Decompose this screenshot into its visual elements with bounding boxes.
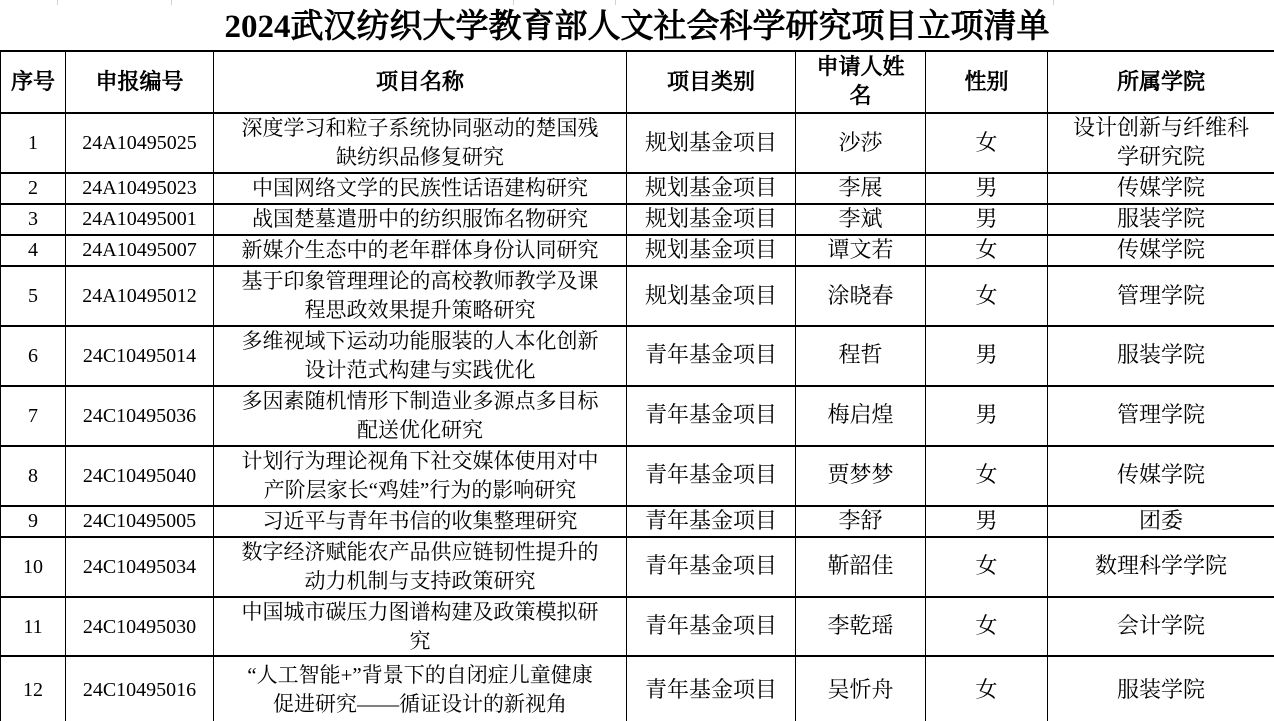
cell-college: 传媒学院	[1048, 235, 1274, 266]
cell-application-code: 24A10495001	[66, 204, 214, 235]
cell-applicant-name: 谭文若	[796, 235, 926, 266]
cell-application-code: 24A10495025	[66, 113, 214, 173]
cell-project-name: 中国城市碳压力图谱构建及政策模拟研究	[214, 597, 627, 657]
table-row	[1, 537, 1274, 597]
cell-project-name: 基于印象管理理论的高校教师教学及课程思政效果提升策略研究	[214, 266, 627, 326]
cell-gender: 女	[926, 266, 1048, 326]
cell-applicant-name: 沙莎	[796, 113, 926, 173]
cell-project-category: 青年基金项目	[627, 386, 796, 446]
cell-gender: 男	[926, 173, 1048, 204]
col-header-category: 项目类别	[627, 51, 796, 113]
cell-project-name: “人工智能+”背景下的自闭症儿童健康促进研究——循证设计的新视角	[214, 656, 627, 721]
header-row	[1, 51, 1274, 113]
cell-serial: 7	[1, 386, 66, 446]
cell-project-category: 规划基金项目	[627, 113, 796, 173]
cell-applicant-name: 李舒	[796, 506, 926, 537]
cell-applicant-name: 靳韶佳	[796, 537, 926, 597]
cell-gender: 女	[926, 113, 1048, 173]
col-header-applicant	[796, 51, 926, 113]
cell-applicant-name: 吴忻舟	[796, 656, 926, 721]
cell-college: 设计创新与纤维科学研究院	[1048, 113, 1274, 173]
table-row	[1, 656, 1274, 721]
cell-college: 服装学院	[1048, 656, 1274, 721]
cell-project-name: 多维视域下运动功能服装的人本化创新设计范式构建与实践优化	[214, 326, 627, 386]
cell-gender: 女	[926, 656, 1048, 721]
cell-serial: 5	[1, 266, 66, 326]
top-gridline-strip	[0, 0, 1274, 5]
cell-application-code: 24C10495034	[66, 537, 214, 597]
cell-project-category: 青年基金项目	[627, 326, 796, 386]
projects-table-body	[1, 113, 1274, 721]
cell-project-category: 规划基金项目	[627, 204, 796, 235]
cell-applicant-name: 贾梦梦	[796, 446, 926, 506]
cell-application-code: 24A10495012	[66, 266, 214, 326]
cell-application-code: 24C10495040	[66, 446, 214, 506]
cell-serial: 1	[1, 113, 66, 173]
cell-application-code: 24C10495036	[66, 386, 214, 446]
cell-project-category: 青年基金项目	[627, 597, 796, 657]
cell-serial: 9	[1, 506, 66, 537]
table-row	[1, 266, 1274, 326]
cell-application-code: 24C10495005	[66, 506, 214, 537]
cell-applicant-name: 涂晓春	[796, 266, 926, 326]
cell-college: 管理学院	[1048, 386, 1274, 446]
cell-project-name: 计划行为理论视角下社交媒体使用对中产阶层家长“鸡娃”行为的影响研究	[214, 446, 627, 506]
cell-project-name: 习近平与青年书信的收集整理研究	[214, 506, 627, 537]
cell-college: 服装学院	[1048, 204, 1274, 235]
cell-project-category: 规划基金项目	[627, 173, 796, 204]
gridline-stub	[1053, 0, 1054, 5]
cell-project-category: 规划基金项目	[627, 266, 796, 326]
cell-applicant-name: 李斌	[796, 204, 926, 235]
cell-project-category: 规划基金项目	[627, 235, 796, 266]
cell-gender: 男	[926, 386, 1048, 446]
cell-gender: 男	[926, 326, 1048, 386]
gridline-stub	[171, 0, 172, 5]
cell-college: 传媒学院	[1048, 173, 1274, 204]
cell-application-code: 24A10495007	[66, 235, 214, 266]
cell-project-category: 青年基金项目	[627, 656, 796, 721]
cell-gender: 男	[926, 204, 1048, 235]
cell-gender: 女	[926, 597, 1048, 657]
cell-application-code: 24C10495016	[66, 656, 214, 721]
cell-project-category: 青年基金项目	[627, 506, 796, 537]
cell-application-code: 24C10495014	[66, 326, 214, 386]
cell-project-name: 深度学习和粒子系统协同驱动的楚国残缺纺织品修复研究	[214, 113, 627, 173]
table-row	[1, 597, 1274, 657]
table-row	[1, 326, 1274, 386]
cell-college: 数理科学学院	[1048, 537, 1274, 597]
cell-applicant-name: 李乾瑶	[796, 597, 926, 657]
table-row	[1, 386, 1274, 446]
cell-serial: 11	[1, 597, 66, 657]
cell-serial: 10	[1, 537, 66, 597]
cell-college: 传媒学院	[1048, 446, 1274, 506]
cell-serial: 6	[1, 326, 66, 386]
cell-applicant-name: 梅启煌	[796, 386, 926, 446]
cell-project-category: 青年基金项目	[627, 446, 796, 506]
cell-college: 团委	[1048, 506, 1274, 537]
cell-serial: 8	[1, 446, 66, 506]
gridline-stub	[57, 0, 58, 5]
gridline-stub	[513, 0, 514, 5]
cell-serial: 3	[1, 204, 66, 235]
cell-applicant-name: 程哲	[796, 326, 926, 386]
cell-serial: 4	[1, 235, 66, 266]
cell-project-category: 青年基金项目	[627, 537, 796, 597]
cell-project-name: 中国网络文学的民族性话语建构研究	[214, 173, 627, 204]
table-row	[1, 506, 1274, 537]
page-title: 2024武汉纺织大学教育部人文社会科学研究项目立项清单	[224, 9, 1050, 45]
cell-college: 管理学院	[1048, 266, 1274, 326]
cell-serial: 12	[1, 656, 66, 721]
col-header-gender: 性别	[926, 51, 1048, 113]
table-row	[1, 204, 1274, 235]
table-row	[1, 446, 1274, 506]
cell-project-name: 数字经济赋能农产品供应链韧性提升的动力机制与支持政策研究	[214, 537, 627, 597]
cell-project-name: 多因素随机情形下制造业多源点多目标配送优化研究	[214, 386, 627, 446]
cell-project-name: 战国楚墓遣册中的纺织服饰名物研究	[214, 204, 627, 235]
cell-college: 会计学院	[1048, 597, 1274, 657]
cell-serial: 2	[1, 173, 66, 204]
cell-gender: 女	[926, 235, 1048, 266]
col-header-serial: 序号	[1, 51, 66, 113]
cell-college: 服装学院	[1048, 326, 1274, 386]
cell-project-name: 新媒介生态中的老年群体身份认同研究	[214, 235, 627, 266]
projects-table	[0, 50, 1274, 721]
table-row	[1, 173, 1274, 204]
cell-applicant-name: 李展	[796, 173, 926, 204]
gridline-stub	[615, 0, 616, 5]
cell-gender: 女	[926, 537, 1048, 597]
col-header-code: 申报编号	[66, 51, 214, 113]
col-header-project: 项目名称	[214, 51, 627, 113]
table-row	[1, 235, 1274, 266]
table-row	[1, 113, 1274, 173]
cell-application-code: 24C10495030	[66, 597, 214, 657]
col-header-applicant-label: 申请人姓名	[816, 54, 905, 108]
table-header	[1, 51, 1274, 113]
cell-gender: 男	[926, 506, 1048, 537]
cell-application-code: 24A10495023	[66, 173, 214, 204]
col-header-college: 所属学院	[1048, 51, 1274, 113]
cell-gender: 女	[926, 446, 1048, 506]
